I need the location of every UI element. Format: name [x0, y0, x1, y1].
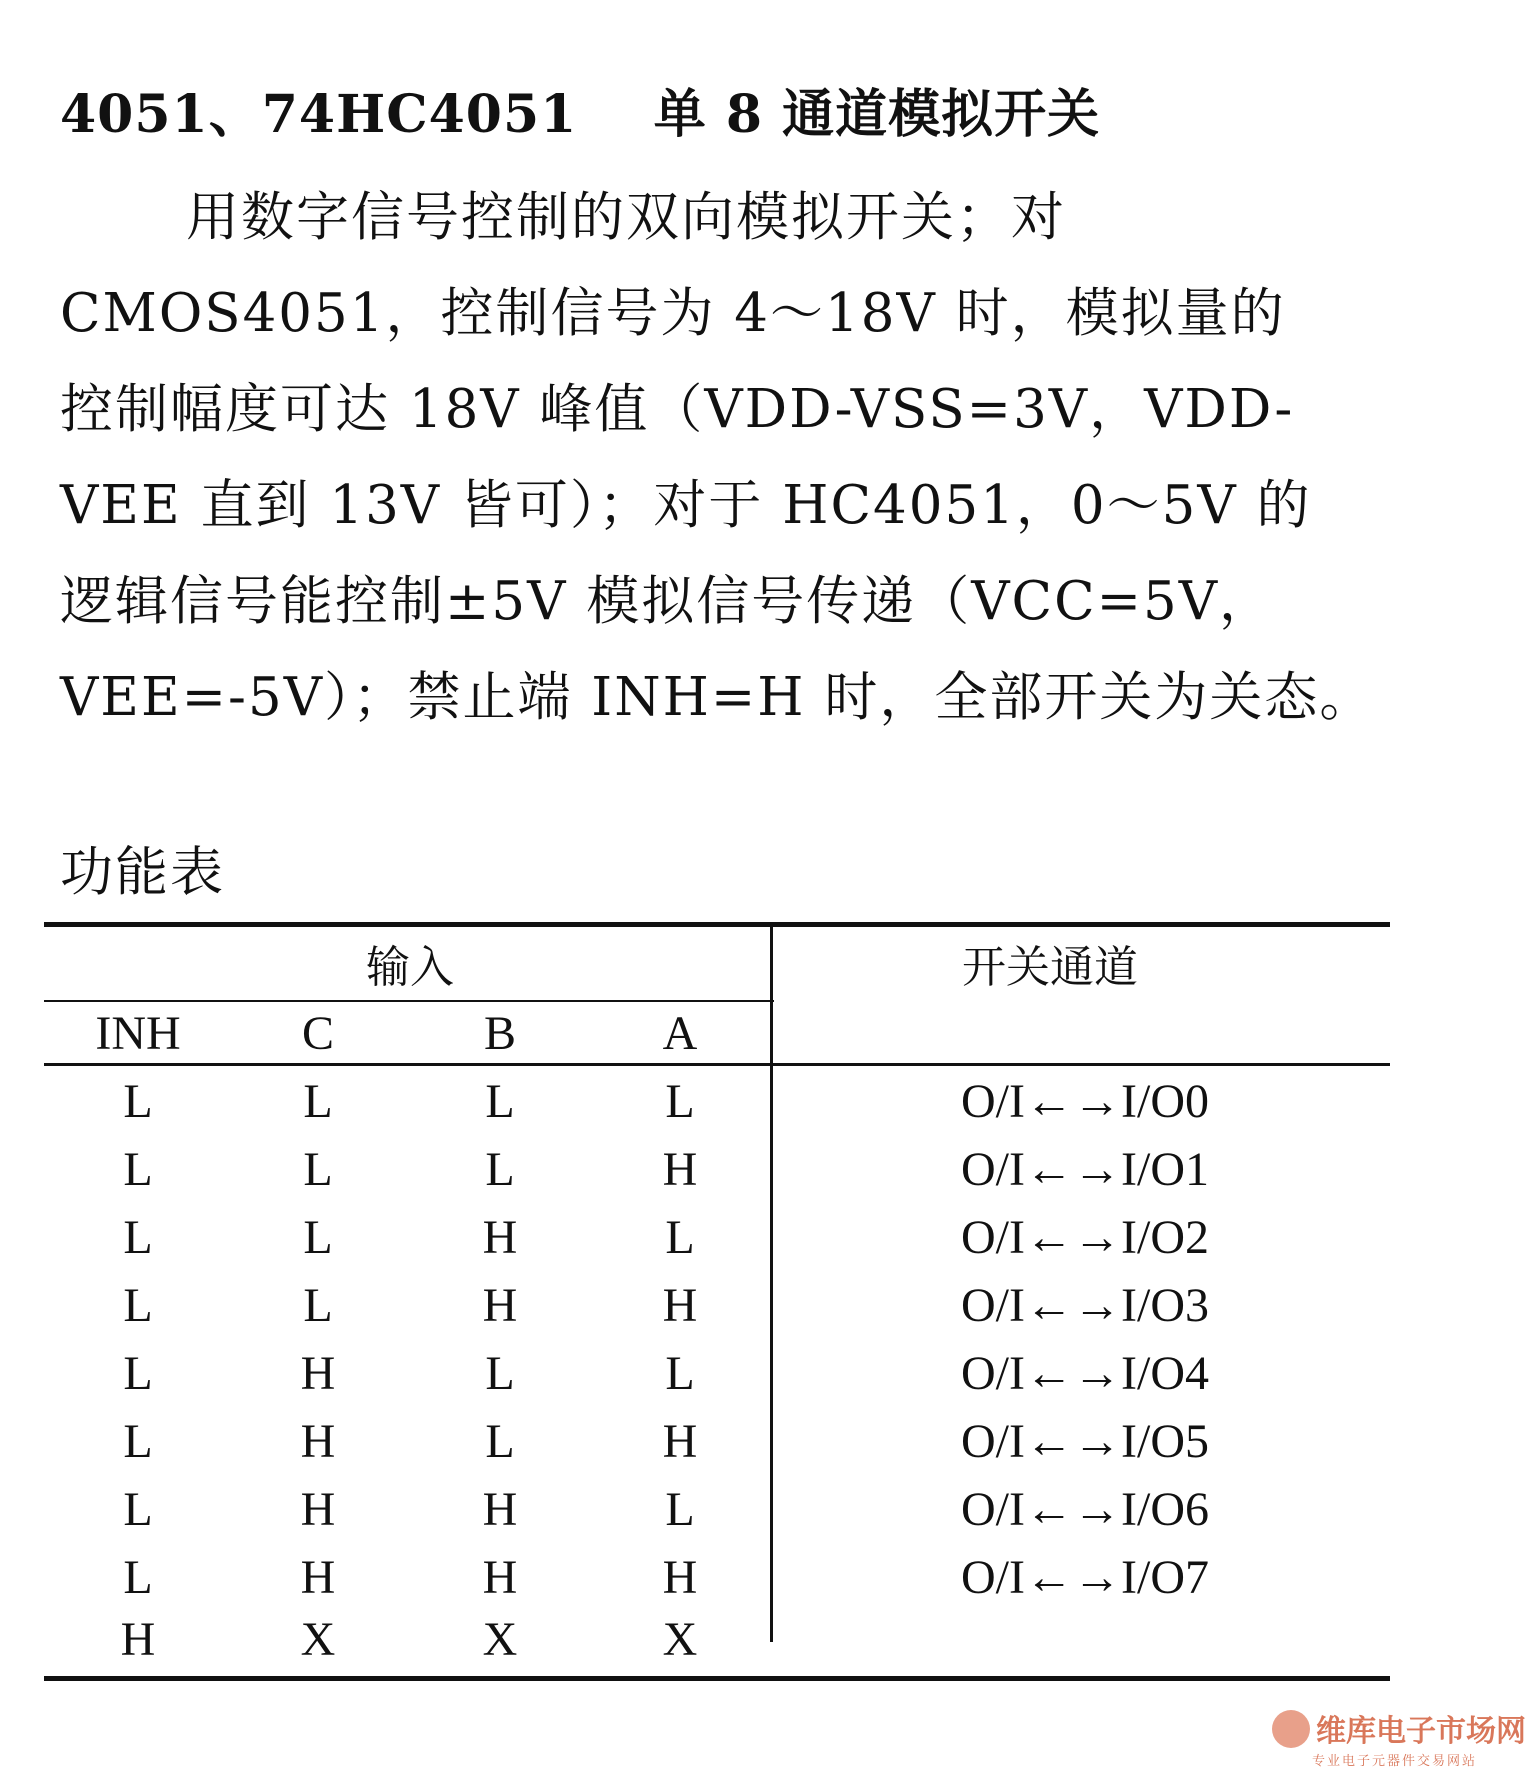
cell-channel: O/I←→I/O2: [961, 1211, 1209, 1264]
cell-a: H: [662, 1143, 698, 1196]
paragraph-line: VEE 直到 13V 皆可）；对于 HC4051，0～5V 的: [60, 475, 1312, 536]
cell-inh: L: [123, 1143, 153, 1196]
cell-b: L: [485, 1347, 515, 1400]
column-header-b: B: [483, 1007, 516, 1060]
watermark-subtitle: 专业电子元器件交易网站: [1312, 1754, 1478, 1769]
paragraph-line: VEE=-5V）；禁止端 INH=H 时，全部开关为关态。: [60, 667, 1375, 728]
cell-inh: L: [123, 1075, 153, 1128]
cell-channel: O/I←→I/O0: [961, 1075, 1209, 1128]
input-group-rule: [44, 1000, 774, 1002]
cell-b: L: [485, 1415, 515, 1468]
cell-b: H: [482, 1551, 518, 1604]
table-top-rule: [44, 922, 1390, 927]
cell-b: H: [482, 1211, 518, 1264]
description-paragraph: [60, 170, 1390, 746]
cell-c: L: [303, 1279, 333, 1332]
cell-channel: O/I←→I/O7: [961, 1551, 1209, 1604]
cell-c: H: [300, 1551, 336, 1604]
cell-c: L: [303, 1143, 333, 1196]
cell-c: H: [300, 1415, 336, 1468]
header-bottom-rule: [44, 1063, 1390, 1066]
cell-c: H: [300, 1483, 336, 1536]
page-title: 4051、74HC4051 单 8 通道模拟开关: [60, 84, 1101, 145]
cell-a: H: [662, 1551, 698, 1604]
cell-inh: L: [123, 1279, 153, 1332]
cell-inh: L: [123, 1415, 153, 1468]
cell-inh: L: [123, 1347, 153, 1400]
table-bottom-rule: [44, 1676, 1390, 1681]
paragraph-line: CMOS4051，控制信号为 4～18V 时，模拟量的: [60, 283, 1286, 344]
cell-b: X: [482, 1613, 518, 1666]
watermark-logo: [1272, 1706, 1526, 1776]
cell-b: H: [482, 1279, 518, 1332]
cell-a: H: [662, 1415, 698, 1468]
column-divider: [770, 924, 773, 1642]
column-header-inh: INH: [95, 1007, 181, 1060]
watermark-emblem-icon: [1272, 1710, 1310, 1748]
column-header-a: A: [662, 1007, 698, 1060]
cell-b: L: [485, 1143, 515, 1196]
cell-c: L: [303, 1075, 333, 1128]
cell-inh: L: [123, 1483, 153, 1536]
cell-a: L: [665, 1483, 695, 1536]
cell-b: L: [485, 1075, 515, 1128]
cell-a: L: [665, 1075, 695, 1128]
cell-channel: O/I←→I/O6: [961, 1483, 1209, 1536]
cell-channel: O/I←→I/O5: [961, 1415, 1209, 1468]
cell-a: X: [662, 1613, 698, 1666]
cell-b: H: [482, 1483, 518, 1536]
table-heading: 功能表: [60, 842, 225, 903]
column-header-c: C: [301, 1007, 334, 1060]
cell-inh: L: [123, 1551, 153, 1604]
cell-inh: H: [120, 1613, 156, 1666]
cell-c: H: [300, 1347, 336, 1400]
switch-channel-header: 开关通道: [962, 942, 1138, 993]
cell-c: L: [303, 1211, 333, 1264]
input-group-header: 输入: [366, 942, 454, 993]
cell-channel: O/I←→I/O3: [961, 1279, 1209, 1332]
watermark-title: 维库电子市场网: [1316, 1714, 1526, 1749]
cell-inh: L: [123, 1211, 153, 1264]
cell-a: L: [665, 1347, 695, 1400]
cell-c: X: [300, 1613, 336, 1666]
cell-a: L: [665, 1211, 695, 1264]
paragraph-line: 用数字信号控制的双向模拟开关；对: [186, 187, 1066, 248]
paragraph-line: 控制幅度可达 18V 峰值（VDD-VSS=3V，VDD-: [60, 379, 1295, 440]
cell-a: H: [662, 1279, 698, 1332]
paragraph-line: 逻辑信号能控制±5V 模拟信号传递（VCC=5V，: [60, 571, 1275, 632]
cell-channel: O/I←→I/O4: [961, 1347, 1209, 1400]
cell-channel: O/I←→I/O1: [961, 1143, 1209, 1196]
